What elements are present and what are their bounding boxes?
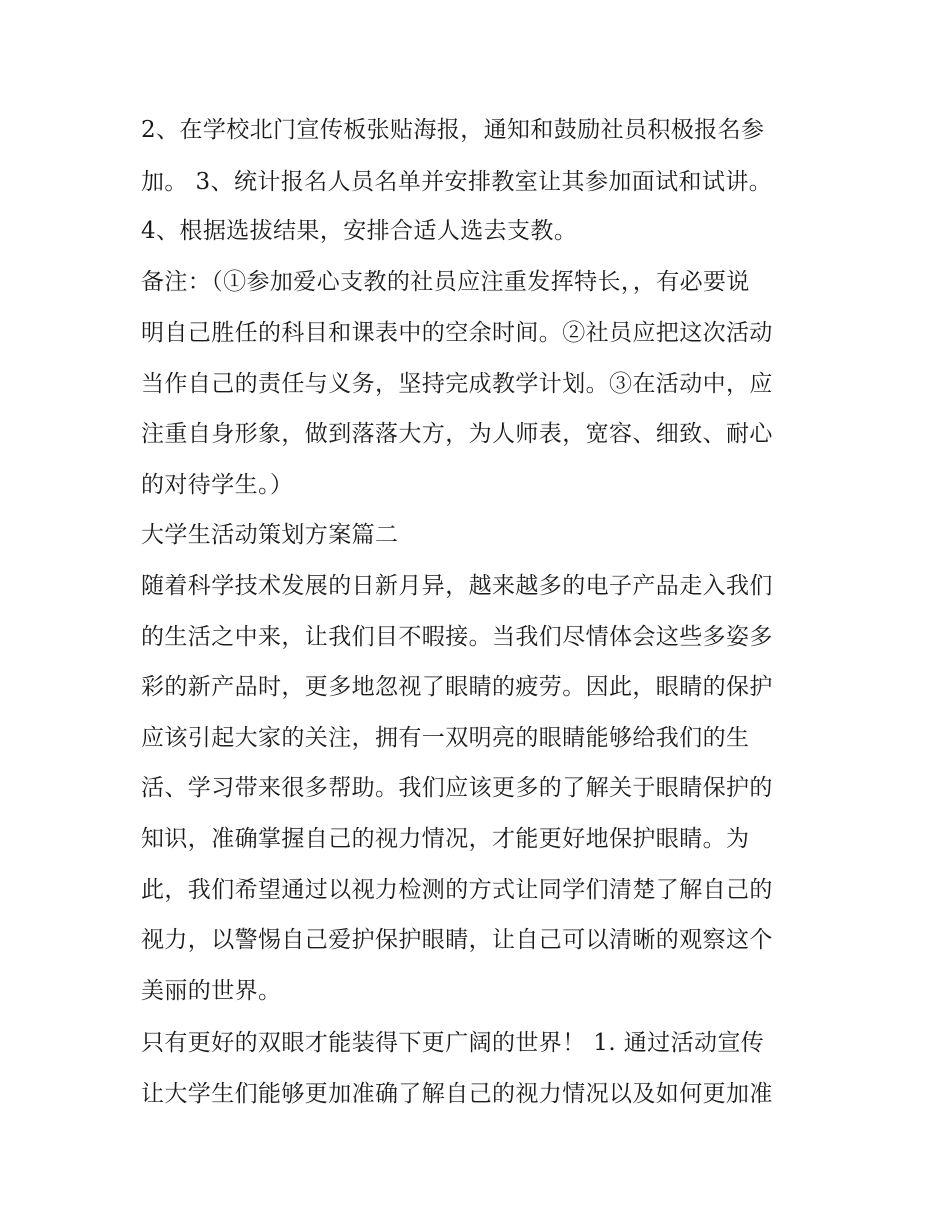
text-line: 让大学生们能够更加准确了解自己的视力情况以及如何更加准 <box>141 1081 773 1107</box>
text-line: 的对待学生。） <box>141 472 294 498</box>
text-line: 只有更好的双眼才能装得下更广阔的世界！ 1. 通过活动宣传 <box>141 1030 765 1056</box>
text-line: 活、学习带来很多帮助。我们应该更多的了解关于眼睛保护的 <box>141 775 773 801</box>
text-line: 当作自己的责任与义务，坚持完成教学计划。③在活动中，应 <box>141 371 773 397</box>
section-heading: 大学生活动策划方案篇二 <box>141 522 399 548</box>
text-line: 备注：（①参加爱心支教的社员应注重发挥特长，，有必要说 <box>141 269 750 295</box>
text-line: 美丽的世界。 <box>141 978 282 1004</box>
text-line: 4、根据选拔结果，安排合适人选去支教。 <box>141 218 578 244</box>
text-line: 此，我们希望通过以视力检测的方式让同学们清楚了解自己的 <box>141 877 773 903</box>
text-line: 应该引起大家的关注，拥有一双明亮的眼睛能够给我们的生 <box>141 725 750 751</box>
text-line: 知识，准确掌握自己的视力情况，才能更好地保护眼睛。为 <box>141 826 750 852</box>
text-line: 加。 3、统计报名人员名单并安排教室让其参加面试和试讲。 <box>141 169 773 195</box>
text-line: 随着科学技术发展的日新月异，越来越多的电子产品走入我们 <box>141 573 773 599</box>
text-line: 视力，以警惕自己爱护保护眼睛，让自己可以清晰的观察这个 <box>141 927 773 953</box>
text-line: 明自己胜任的科目和课表中的空余时间。②社员应把这次活动 <box>141 320 773 346</box>
text-line: 2、在学校北门宣传板张贴海报，通知和鼓励社员积极报名参 <box>141 117 765 143</box>
text-line: 彩的新产品时，更多地忽视了眼睛的疲劳。因此，眼睛的保护 <box>141 674 773 700</box>
text-line: 注重自身形象，做到落落大方，为人师表，宽容、细致、耐心 <box>141 421 773 447</box>
text-line: 的生活之中来，让我们目不暇接。当我们尽情体会这些多姿多 <box>141 624 773 650</box>
